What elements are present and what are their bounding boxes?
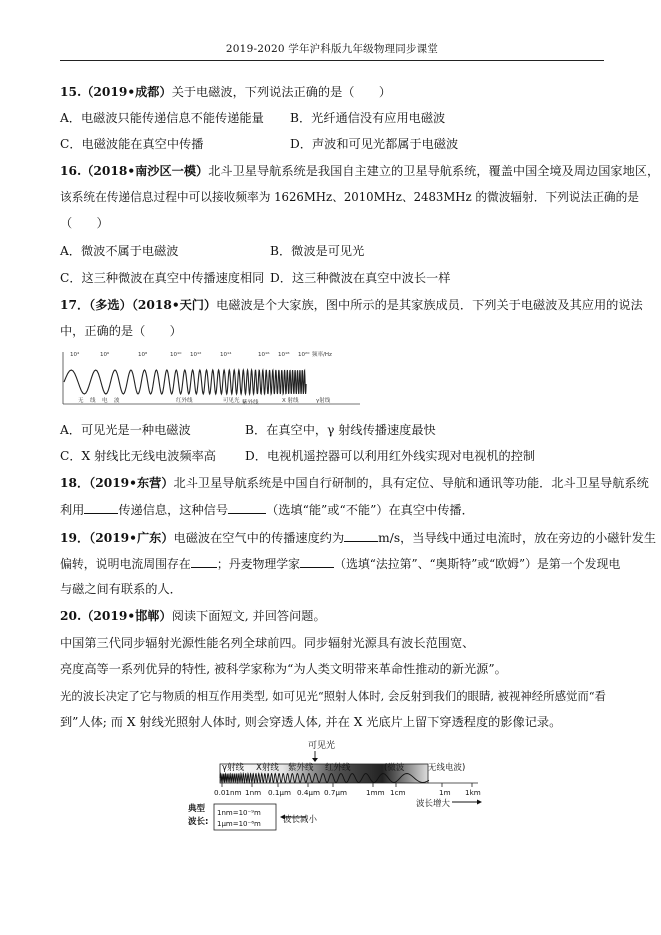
fig2-label-radio: 无线电波): [428, 763, 466, 773]
fig1-band-5: 可见光: [223, 398, 240, 404]
fig1-band-3: 波: [114, 398, 120, 404]
fig2-tick-label-6: 1cm: [390, 788, 406, 797]
q16-option-d: D．这三种微波在真空中波长一样: [270, 271, 451, 285]
q20-source: （2019•邯郸）: [81, 609, 172, 623]
q18-stem: [60, 475, 649, 491]
q15-option-a: A．电磁波只能传递信息不能传递能量: [60, 111, 264, 125]
q17-source: （多选）（2018•天门）: [89, 298, 217, 312]
fig1-wave-curve: [64, 370, 306, 394]
q17-text1: 电磁波是个大家族，图中所示的是其家族成员．下列关于电磁波及其应用的说法: [216, 298, 643, 312]
q15-option-d: D．声波和可见光都属于电磁波: [290, 137, 459, 151]
q19-text2b: ；丹麦物理学家: [216, 557, 301, 571]
q17-option-b: B．在真空中，γ 射线传播速度最快: [245, 423, 436, 437]
q17-number: 17．: [60, 298, 90, 312]
fig1-band-4: 红外线: [176, 398, 193, 404]
q20-stem: [60, 608, 326, 624]
q16-text2: 该系统在传递信息过程中可以接收频率为 1626MHz、2010MHz、2483MHz 的微波辐射．下列说法正确的是: [60, 190, 639, 204]
q16-row2: [60, 270, 451, 286]
q19-blank-2[interactable]: [191, 555, 217, 568]
fig2-tick-label-1: 1nm: [245, 788, 262, 797]
fig2-label-xray: X射线: [256, 763, 279, 773]
fig1-band-8: γ射线: [316, 398, 331, 404]
fig1-exp-7: 10¹⁸: [278, 352, 290, 358]
em-spectrum-wavelength-figure: [188, 738, 488, 834]
fig2-label-uv: 紫外线: [288, 763, 314, 773]
fig2-unit-nm: 1nm=10⁻⁹m: [217, 809, 261, 817]
q18-blank-1[interactable]: [84, 501, 118, 514]
q20-number: 20.: [60, 609, 82, 623]
q20-paragraph-2: 亮度高等一系列优异的特性, 被科学家称为“为人类文明带来革命性推动的新光源”。: [60, 662, 507, 676]
fig2-visible-label: 可见光: [308, 741, 336, 751]
fig2-label-microwave: (微波: [384, 763, 405, 773]
q16-row1: [60, 243, 365, 259]
q19-text3: 与磁之间有联系的人．: [60, 582, 182, 596]
q15-stem: [60, 84, 391, 100]
fig2-unit-um: 1μm=10⁻⁶m: [217, 820, 261, 828]
q17-text2: 中，正确的是（ ）: [60, 324, 182, 338]
q16-option-c: C．这三种微波在真空中传播速度相同: [60, 271, 265, 285]
header-divider: [60, 60, 604, 61]
q17-row2: [60, 448, 536, 464]
page-header: 2019-2020 学年沪科版九年级物理同步课堂: [225, 43, 439, 55]
q19-source: （2019•广东）: [89, 531, 174, 545]
q19-line2: [60, 555, 620, 572]
q18-source: （2019•东营）: [89, 476, 174, 490]
fig2-tick-label-7: 1m: [439, 788, 451, 797]
q20-text: 阅读下面短文, 并回答问题。: [171, 609, 326, 623]
fig1-exp-5: 10¹⁴: [220, 352, 232, 358]
fig1-unit: 频率/Hz: [312, 352, 332, 358]
q19-blank-1[interactable]: [344, 529, 378, 542]
q16-source: （2018•南沙区一模）: [81, 164, 209, 178]
q16-option-b: B．微波是可见光: [270, 244, 365, 258]
q17-option-d: D．电视机遥控器可以利用红外线实现对电视机的控制: [245, 449, 536, 463]
fig1-band-7: X 射线: [282, 398, 299, 404]
q20-paragraph-1: 中国第三代同步辐射光源性能名列全球前四。同步辐射光源具有波长范围宽、: [60, 636, 475, 650]
fig1-exp-4: 10¹²: [190, 352, 202, 358]
q17-option-a: A．可见光是一种电磁波: [60, 423, 191, 437]
q19-text2c: （选填“法拉第”、“奥斯特”或“欧姆”）是第一个发现电: [334, 557, 621, 571]
q16-option-a: A．微波不属于电磁波: [60, 244, 179, 258]
fig1-band-1: 线: [90, 398, 96, 404]
fig2-increase-label: 波长增大: [416, 799, 451, 809]
q18-number: 18．: [60, 476, 90, 490]
fig2-tick-labels: [214, 788, 481, 797]
fig2-tick-label-0: 0.01nm: [214, 788, 242, 797]
em-spectrum-frequency-figure: [60, 346, 372, 412]
q15-source: （2019•成都）: [81, 85, 172, 99]
fig2-tick-label-2: 0.1μm: [268, 788, 292, 797]
q15-number: 15.: [60, 85, 82, 99]
fig2-typical-label: 典型: [188, 804, 206, 814]
fig1-exponent-labels: [70, 350, 332, 358]
fig1-band-6: 紫外线: [242, 400, 259, 406]
q17-option-c: C．X 射线比无线电波频率高: [60, 449, 216, 463]
q18-text2b: 传递信息，这种信号: [118, 503, 229, 517]
fig1-exp-6: 10¹⁶: [258, 352, 270, 358]
fig1-band-labels: [78, 396, 331, 406]
fig1-exp-3: 10¹⁰: [170, 352, 182, 358]
fig1-exp-8: 10²⁰: [298, 352, 310, 358]
fig2-tick-label-5: 1mm: [366, 788, 385, 797]
q15-option-b: B．光纤通信没有应用电磁波: [290, 111, 446, 125]
fig2-tick-label-8: 1km: [465, 788, 481, 797]
q15-row1: [60, 110, 446, 126]
fig1-band-2: 电: [102, 398, 108, 404]
q20-paragraph-4: 到”人体; 而 X 射线光照射人体时, 则会穿透人体, 并在 X 光底片上留下穿透程度的影像记录。: [60, 715, 562, 729]
q19-text2a: 偏转，说明电流周围存在: [60, 557, 191, 571]
q15-row2: [60, 136, 459, 152]
q15-option-c: C．电磁波能在真空中传播: [60, 137, 204, 151]
q18-text2c: （选填“能”或“不能”）在真空中传播．: [266, 503, 474, 517]
q17-stem: [60, 297, 643, 313]
fig1-exp-0: 10⁴: [70, 352, 80, 358]
q16-stem: [60, 163, 659, 179]
q19-line1: [60, 529, 656, 546]
q16-number: 16.: [60, 164, 82, 178]
q19-number: 19．: [60, 531, 90, 545]
q18-text1: 北斗卫星导航系统是中国自行研制的，具有定位、导航和通讯等功能．北斗卫星导航系统: [173, 476, 649, 490]
fig2-visible-arrowhead: [312, 758, 318, 762]
q18-blank-2[interactable]: [228, 501, 266, 514]
q19-text1b: m/s，当导线中通过电流时，放在旁边的小磁针发生: [378, 531, 657, 545]
fig2-ticks: [222, 783, 472, 787]
q17-row1: [60, 422, 436, 438]
fig2-tick-label-4: 0.7μm: [324, 788, 348, 797]
fig2-label-gamma: γ射线: [222, 763, 245, 773]
fig1-exp-2: 10⁸: [138, 352, 148, 358]
q16-text3: （ ）: [60, 216, 109, 230]
fig1-exp-1: 10⁶: [100, 352, 110, 358]
fig1-band-0: 无: [78, 398, 84, 404]
fig2-label-ir: 红外线: [325, 763, 351, 773]
fig2-tick-label-3: 0.4μm: [297, 788, 321, 797]
fig2-increase-arrowhead: [477, 800, 482, 805]
q15-text: 关于电磁波，下列说法正确的是（ ）: [171, 85, 392, 99]
fig2-wavelength-label: 波长:: [188, 817, 209, 827]
fig2-decrease-label: 波长减小: [283, 815, 318, 825]
q19-blank-3[interactable]: [300, 555, 334, 568]
q18-line2: [60, 501, 474, 518]
q18-text2a: 利用: [60, 503, 85, 517]
q19-text1a: 电磁波在空气中的传播速度约为: [173, 531, 345, 545]
q16-text1: 北斗卫星导航系统是我国自主建立的卫星导航系统，覆盖中国全境及周边国家地区，: [208, 164, 660, 178]
q20-paragraph-3: 光的波长决定了它与物质的相互作用类型, 如可见光“照射人体时, 会反射到我们的眼睛, 被视神经所感觉而“看: [60, 689, 606, 703]
